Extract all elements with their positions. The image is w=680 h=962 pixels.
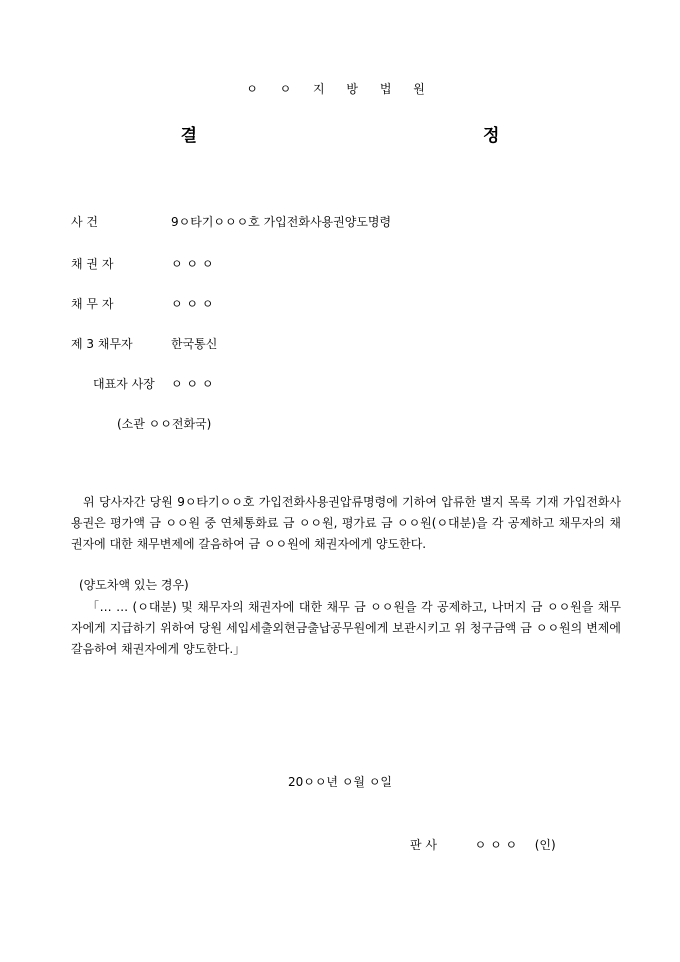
decision-paragraph: 위 당사자간 당원 9ㅇ타기ㅇㅇ호 가입전화사용권압류명령에 기하여 압류한 별지 목록 기재 가입전화사용권은 평가액 금 ㅇㅇ원 중 연체통화료 금 ㅇㅇ원, 평가료 금 ㅇㅇ원(ㅇ대분)을 각 공제하고 채무자의 채권자에 대한 채무변제에 갈음하여 금 ㅇㅇ원에 채권자에게 양도한다. (71, 495, 621, 551)
judge-signature (410, 836, 556, 853)
debtor-label: 채 무 자 (71, 297, 114, 311)
creditor-label: 채 권 자 (71, 257, 114, 271)
case-value: 9ㅇ타기ㅇㅇㅇ호 가입전화사용권양도명령 (171, 215, 392, 229)
third-debtor-value: 한국통신 (171, 337, 218, 351)
decision-date: 20ㅇㅇ년 ㅇ월 ㅇ일 (287, 775, 393, 789)
document-title: 결 정 (180, 126, 640, 146)
seal-mark: (인) (534, 838, 556, 852)
representative-value: ㅇ ㅇ ㅇ (171, 377, 214, 391)
creditor-value: ㅇ ㅇ ㅇ (171, 257, 214, 271)
third-debtor-label: 제 3 채무자 (71, 337, 133, 351)
jurisdiction-note: (소관 ㅇㅇ전화국) (117, 417, 212, 431)
judge-label: 판 사 (410, 838, 437, 852)
alternative-paragraph: 「… … (ㅇ대분) 및 채무자의 채권자에 대한 채무 금 ㅇㅇ원을 각 공제하고, 나머지 금 ㅇㅇ원을 채무자에게 지급하기 위하여 당원 세입세출외현금출납공무원에게 보관시키고 위 청구금액 금 ㅇㅇ원의 변제에 갈음하여 채권자에게 양도한다.」 (71, 600, 621, 656)
judge-name: ㅇ ㅇ ㅇ (474, 838, 518, 852)
representative-label: 대표자 사장 (93, 377, 155, 391)
case-note: (양도차액 있는 경우) (79, 578, 189, 592)
debtor-value: ㅇ ㅇ ㅇ (171, 297, 214, 311)
court-name: ㅇ ㅇ 지 방 법 원 (246, 82, 434, 96)
case-label: 사 건 (71, 215, 98, 229)
